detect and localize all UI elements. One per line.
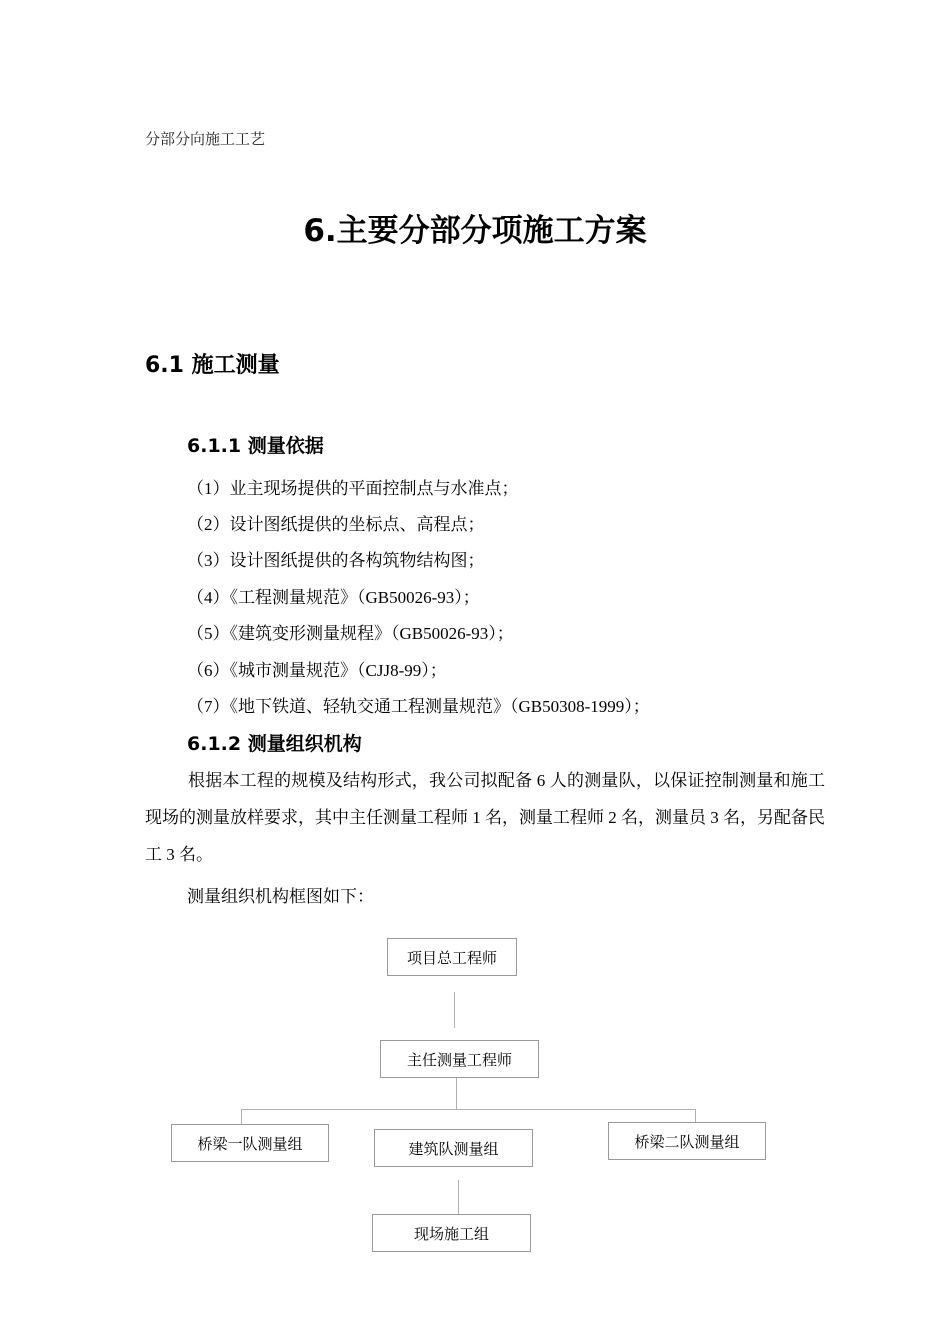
- section-heading: 6.1 施工测量: [145, 353, 280, 378]
- org-box-team-right: 桥梁二队测量组: [608, 1122, 766, 1160]
- connector-site: [458, 1180, 459, 1214]
- subsection-heading-org: 6.1.2 测量组织机构: [187, 733, 362, 755]
- connector-left: [241, 1109, 242, 1125]
- basis-item: （7）《地下铁道、轻轨交通工程测量规范》（GB50308-1999）；: [187, 697, 650, 716]
- connector-right: [695, 1109, 696, 1123]
- basis-item: （1）业主现场提供的平面控制点与水准点；: [187, 479, 519, 498]
- org-box-site: 现场施工组: [372, 1214, 531, 1252]
- running-header: 分部分向施工工艺: [145, 132, 266, 148]
- org-box-team-left: 桥梁一队测量组: [171, 1124, 329, 1162]
- org-chart-intro: 测量组织机构框图如下：: [187, 887, 374, 906]
- basis-item: （5）《建筑变形测量规程》（GB50026-93）；: [187, 624, 514, 643]
- basis-item: （2）设计图纸提供的坐标点、高程点；: [187, 515, 485, 534]
- org-paragraph: 根据本工程的规模及结构形式，我公司拟配备 6 人的测量队，以保证控制测量和施工现场的测量放样要求，其中主任测量工程师 1 名，测量工程师 2 名，测量员 3 名，另配备民工 3 名。: [145, 771, 825, 864]
- basis-item: （6）《城市测量规范》（CJJ8-99）；: [187, 661, 447, 680]
- basis-item: （3）设计图纸提供的各构筑物结构图；: [187, 551, 485, 570]
- org-box-chief: 主任测量工程师: [380, 1040, 539, 1078]
- connector-chief: [456, 1078, 457, 1110]
- document-title: 6.主要分部分项施工方案: [303, 213, 647, 249]
- connector-top: [454, 992, 455, 1028]
- connector-branch: [241, 1109, 696, 1110]
- org-box-team-center: 建筑队测量组: [374, 1129, 533, 1167]
- basis-item: （4）《工程测量规范》（GB50026-93）；: [187, 588, 480, 607]
- org-box-top: 项目总工程师: [387, 938, 517, 976]
- subsection-heading-basis: 6.1.1 测量依据: [187, 435, 324, 457]
